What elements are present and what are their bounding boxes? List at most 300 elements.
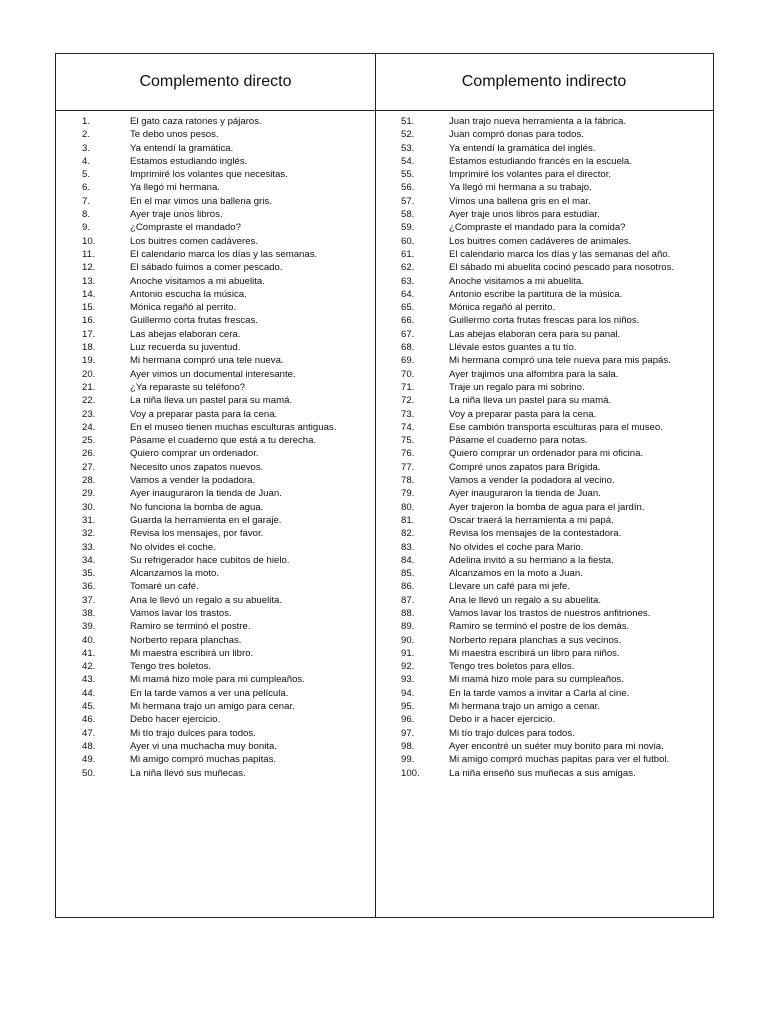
item-sentence: Quiero comprar un ordenador. [130,448,259,460]
list-item [56,487,375,500]
item-sentence: Te debo unos pesos. [130,129,219,141]
item-sentence: Oscar traerá la herramienta a mi papá. [449,514,614,526]
list-item [375,381,713,394]
item-number: 8. [82,209,91,221]
list-item [56,155,375,168]
item-number: 36. [82,581,96,593]
item-number: 70. [401,368,415,380]
item-number: 62. [401,262,415,274]
item-number: 84. [401,554,415,566]
list-item [375,527,713,540]
item-number: 31. [82,514,96,526]
item-number: 89. [401,621,415,633]
list-item [56,181,375,194]
item-sentence: Ayer inauguraron la tienda de Juan. [449,488,601,500]
list-item [56,142,375,155]
item-number: 55. [401,169,415,181]
item-sentence: El calendario marca los días y las semanas. [130,248,318,260]
list-item [375,767,713,780]
item-sentence: ¿Compraste el mandado? [130,222,241,234]
item-number: 100. [401,767,420,779]
item-sentence: Ramiro se terminó el postre. [130,621,251,633]
item-sentence: El sábado mi abuelita cocinó pescado para nosotros. [449,262,675,274]
item-number: 17. [82,328,96,340]
item-sentence: Juan compró donas para todos. [449,129,584,141]
list-item [375,341,713,354]
item-sentence: Ana le llevó un regalo a su abuelita. [449,594,602,606]
item-number: 87. [401,594,415,606]
item-number: 65. [401,302,415,314]
item-sentence: Ayer vimos un documental interesante. [130,368,296,380]
item-sentence: Alcanzamos en la moto a Juan. [449,568,583,580]
list-item [56,713,375,726]
item-sentence: Estamos estudiando inglés. [130,155,248,167]
item-number: 21. [82,381,96,393]
item-sentence: El gato caza ratones y pájaros. [130,116,262,127]
item-number: 73. [401,408,415,420]
item-number: 82. [401,528,415,540]
item-number: 38. [82,607,96,619]
column-complemento-directo [56,54,376,917]
item-number: 81. [401,514,415,526]
item-number: 19. [82,355,96,367]
item-number: 52. [401,129,415,141]
item-number: 30. [82,501,96,513]
item-sentence: Traje un regalo para mi sobrino. [449,381,585,393]
item-sentence: Tengo tres boletos para ellos. [449,661,575,673]
item-number: 33. [82,541,96,553]
item-number: 68. [401,342,415,354]
item-sentence: Guarda la herramienta en el garaje. [130,514,282,526]
list-item [375,314,713,327]
item-sentence: En la tarde vamos a invitar a Carla al cine. [449,687,630,699]
item-number: 60. [401,235,415,247]
item-number: 23. [82,408,96,420]
item-sentence: Antonio escucha la música. [130,288,247,300]
item-number: 91. [401,647,415,659]
list-item [375,501,713,514]
item-number: 45. [82,701,96,713]
list-item [375,447,713,460]
item-number: 29. [82,488,96,500]
list-item [56,115,375,128]
item-number: 76. [401,448,415,460]
list-item [56,514,375,527]
item-sentence: Su refrigerador hace cubitos de hielo. [130,554,290,566]
list-item [56,767,375,780]
item-sentence: Ya entendí la gramática. [130,142,234,154]
item-number: 44. [82,687,96,699]
item-sentence: La niña llevó sus muñecas. [130,767,246,779]
item-sentence: Mi maestra escribirá un libro para niños. [449,647,620,659]
list-item [56,567,375,580]
item-number: 80. [401,501,415,513]
list-item [56,168,375,181]
list-item [56,580,375,593]
item-number: 25. [82,435,96,447]
item-sentence: Mi hermana trajo un amigo para cenar. [130,701,295,713]
item-sentence: Las abejas elaboran cera para su panal. [449,328,621,340]
list-item [375,580,713,593]
list-item [375,647,713,660]
sentence-list [56,111,375,780]
list-item [375,541,713,554]
item-number: 22. [82,395,96,407]
item-sentence: Ayer trajimos una alfombra para la sala. [449,368,619,380]
item-number: 79. [401,488,415,500]
item-sentence: En el museo tienen muchas esculturas antiguas. [130,421,337,433]
list-item [56,301,375,314]
item-number: 98. [401,740,415,752]
item-sentence: Ayer encontré un suéter muy bonito para mi novia. [449,740,664,752]
item-number: 3. [82,142,91,154]
item-number: 54. [401,155,415,167]
item-number: 16. [82,315,96,327]
item-sentence: No olvides el coche. [130,541,216,553]
item-sentence: Ayer vi una muchacha muy bonita. [130,740,278,752]
list-item [375,142,713,155]
list-item [56,753,375,766]
item-sentence: Ayer traje unos libros. [130,209,223,221]
list-item [56,461,375,474]
list-item [375,514,713,527]
list-item [375,275,713,288]
item-sentence: Debo hacer ejercicio. [130,714,221,726]
list-item [56,328,375,341]
list-item [56,434,375,447]
item-sentence: Adelina invitó a su hermano a la fiesta. [449,554,614,566]
list-item [56,248,375,261]
item-number: 72. [401,395,415,407]
item-sentence: Los buitres comen cadáveres. [130,235,258,247]
list-item [375,368,713,381]
list-item [375,740,713,753]
list-item [375,128,713,141]
item-sentence: Mi mamá hizo mole para mi cumpleaños. [130,674,305,686]
item-number: 93. [401,674,415,686]
list-item [56,275,375,288]
item-number: 24. [82,421,96,433]
item-number: 12. [82,262,96,274]
item-sentence: Vimos una ballena gris en el mar. [449,195,591,207]
item-sentence: Voy a preparar pasta para la cena. [130,408,278,420]
item-sentence: Debo ir a hacer ejercicio. [449,714,556,726]
item-number: 27. [82,461,96,473]
list-item [375,434,713,447]
item-sentence: Ayer trajeron la bomba de agua para el jardín. [449,501,645,513]
list-item [375,394,713,407]
item-sentence: Mónica regañó al perrito. [449,302,556,314]
list-item [56,447,375,460]
list-item [56,660,375,673]
item-sentence: Llevare un café para mi jefe. [449,581,571,593]
item-number: 7. [82,195,91,207]
item-number: 11. [82,248,95,260]
list-item [375,235,713,248]
item-sentence: Imprimiré los volantes que necesitas. [130,169,288,181]
item-sentence: Compré unos zapatos para Brígida. [449,461,601,473]
item-number: 37. [82,594,96,606]
list-item [56,195,375,208]
list-item [56,394,375,407]
item-sentence: Voy a preparar pasta para la cena. [449,408,597,420]
list-item [375,554,713,567]
list-item [375,115,713,128]
list-item [56,607,375,620]
item-number: 48. [82,740,96,752]
item-sentence: Llévale estos guantes a tu tío. [449,342,577,354]
item-sentence: Vamos a vender la podadora. [130,475,256,487]
item-sentence: Ya llegó mi hermana. [130,182,220,194]
list-item [56,620,375,633]
item-sentence: Ayer traje unos libros para estudiar. [449,209,600,221]
list-item [375,673,713,686]
list-item [375,155,713,168]
item-number: 13. [82,275,96,287]
item-sentence: Ana le llevó un regalo a su abuelita. [130,594,283,606]
list-item [56,594,375,607]
item-sentence: Guillermo corta frutas frescas. [130,315,258,327]
item-sentence: Juan trajo nueva herramienta a la fábrica. [449,116,627,127]
item-sentence: La niña lleva un pastel para su mamá. [130,395,293,407]
list-item [56,634,375,647]
item-sentence: Luz recuerda su juventud. [130,342,241,354]
list-item [56,221,375,234]
item-number: 18. [82,342,96,354]
item-number: 41. [82,647,96,659]
item-sentence: ¿Ya reparaste su teléfono? [130,381,246,393]
list-item [375,301,713,314]
list-item [56,501,375,514]
item-number: 6. [82,182,91,194]
item-number: 97. [401,727,415,739]
list-item [56,208,375,221]
list-item [56,740,375,753]
list-item [56,261,375,274]
sentence-list [375,111,713,780]
item-sentence: Revisa los mensajes de la contestadora. [449,528,622,540]
item-sentence: En la tarde vamos a ver una película. [130,687,289,699]
item-sentence: Necesito unos zapatos nuevos. [130,461,264,473]
list-item [56,235,375,248]
item-sentence: En el mar vimos una ballena gris. [130,195,272,207]
item-number: 5. [82,169,91,181]
item-number: 75. [401,435,415,447]
list-item [56,673,375,686]
list-item [375,687,713,700]
list-item [375,487,713,500]
item-sentence: No funciona la bomba de agua. [130,501,264,513]
list-item [375,594,713,607]
item-number: 96. [401,714,415,726]
list-item [375,753,713,766]
item-sentence: Guillermo corta frutas frescas para los niños. [449,315,640,327]
item-number: 88. [401,607,415,619]
item-number: 32. [82,528,96,540]
item-number: 63. [401,275,415,287]
item-number: 94. [401,687,415,699]
item-number: 4. [82,155,91,167]
item-number: 42. [82,661,96,673]
item-number: 53. [401,142,415,154]
list-item [56,368,375,381]
item-sentence: Mi hermana trajo un amigo a cenar. [449,701,600,713]
item-number: 9. [82,222,91,234]
item-number: 95. [401,701,415,713]
item-number: 26. [82,448,96,460]
item-sentence: Mónica regañó al perrito. [130,302,237,314]
item-number: 99. [401,754,415,766]
column-header: Complemento indirecto [375,54,713,111]
item-sentence: El calendario marca los días y las semanas del año. [449,248,671,260]
item-number: 77. [401,461,415,473]
item-sentence: El sábado fuimos a comer pescado. [130,262,283,274]
item-number: 20. [82,368,96,380]
list-item [375,727,713,740]
item-sentence: Tomaré un café. [130,581,199,593]
item-sentence: Anoche visitamos a mi abuelita. [449,275,584,287]
item-sentence: La niña enseñó sus muñecas a sus amigas. [449,767,636,779]
item-sentence: Norberto repara planchas. [130,634,242,646]
column-complemento-indirecto [375,54,713,917]
item-sentence: Mi hermana compró una tele nueva. [130,355,284,367]
item-number: 71. [401,381,415,393]
item-number: 90. [401,634,415,646]
item-number: 43. [82,674,96,686]
item-sentence: Mi hermana compró una tele nueva para mis papás. [449,355,671,367]
list-item [375,221,713,234]
item-number: 66. [401,315,415,327]
list-item [375,181,713,194]
item-number: 69. [401,355,415,367]
item-number: 59. [401,222,415,234]
item-number: 28. [82,475,96,487]
item-number: 58. [401,209,415,221]
item-number: 2. [82,129,91,141]
item-sentence: Tengo tres boletos. [130,661,212,673]
list-item [56,421,375,434]
item-number: 57. [401,195,415,207]
list-item [56,354,375,367]
list-item [375,288,713,301]
list-item [56,554,375,567]
list-item [375,567,713,580]
item-number: 35. [82,568,96,580]
list-item [375,660,713,673]
item-sentence: Ramiro se terminó el postre de los demás. [449,621,630,633]
item-sentence: Mi amigo compró muchas papitas para ver el futbol. [449,754,670,766]
item-sentence: Anoche visitamos a mi abuelita. [130,275,265,287]
list-item [375,208,713,221]
item-sentence: Estamos estudiando francés en la escuela. [449,155,632,167]
list-item [375,461,713,474]
item-sentence: Vamos a vender la podadora al vecino. [449,475,615,487]
item-number: 14. [82,288,96,300]
list-item [56,288,375,301]
list-item [56,381,375,394]
item-sentence: Ese cambión transporta esculturas para el museo. [449,421,663,433]
item-number: 50. [82,767,96,779]
item-sentence: Pásame el cuaderno que está a tu derecha. [130,435,317,447]
item-sentence: Imprimiré los volantes para el director. [449,169,612,181]
item-sentence: La niña lleva un pastel para su mamá. [449,395,612,407]
item-sentence: ¿Compraste el mandado para la comida? [449,222,626,234]
item-sentence: Las abejas elaboran cera. [130,328,241,340]
item-sentence: Ya entendí la gramática del inglés. [449,142,596,154]
item-sentence: Mi maestra escribirá un libro. [130,647,254,659]
list-item [375,168,713,181]
item-number: 64. [401,288,415,300]
list-item [375,607,713,620]
item-number: 34. [82,554,96,566]
item-number: 40. [82,634,96,646]
list-item [56,687,375,700]
sentences-table [55,53,714,918]
item-number: 46. [82,714,96,726]
item-number: 47. [82,727,96,739]
list-item [375,713,713,726]
list-item [375,261,713,274]
list-item [56,647,375,660]
item-sentence: Mi tío trajo dulces para todos. [449,727,575,739]
list-item [375,354,713,367]
item-number: 15. [82,302,96,314]
item-sentence: Revisa los mensajes, por favor. [130,528,264,540]
list-item [56,727,375,740]
list-item [375,195,713,208]
item-sentence: Ayer inauguraron la tienda de Juan. [130,488,282,500]
item-number: 56. [401,182,415,194]
item-sentence: Mi amigo compró muchas papitas. [130,754,277,766]
item-number: 51. [401,116,415,127]
list-item [375,408,713,421]
item-number: 83. [401,541,415,553]
list-item [56,408,375,421]
item-sentence: Alcanzamos la moto. [130,568,220,580]
item-number: 85. [401,568,415,580]
item-sentence: Norberto repara planchas a sus vecinos. [449,634,622,646]
item-sentence: Ya llegó mi hermana a su trabajo. [449,182,592,194]
list-item [375,474,713,487]
list-item [56,541,375,554]
item-number: 49. [82,754,96,766]
item-sentence: No olvides el coche para Mario. [449,541,584,553]
column-header: Complemento directo [56,54,375,111]
list-item [375,328,713,341]
item-sentence: Antonio escribe la partitura de la música. [449,288,623,300]
list-item [375,700,713,713]
item-number: 61. [401,248,415,260]
item-number: 10. [82,235,96,247]
list-item [56,314,375,327]
list-item [375,634,713,647]
list-item [56,700,375,713]
item-sentence: Vamos lavar los trastos. [130,607,232,619]
item-number: 67. [401,328,415,340]
item-sentence: Los buitres comen cadáveres de animales. [449,235,632,247]
list-item [375,620,713,633]
item-number: 78. [401,475,415,487]
item-sentence: Mi tío trajo dulces para todos. [130,727,256,739]
list-item [56,474,375,487]
item-number: 39. [82,621,96,633]
list-item [375,248,713,261]
item-sentence: Quiero comprar un ordenador para mi oficina. [449,448,644,460]
item-number: 1. [82,116,91,127]
item-sentence: Vamos lavar los trastos de nuestros anfitriones. [449,607,651,619]
list-item [56,128,375,141]
item-sentence: Pásame el cuaderno para notas. [449,435,588,447]
